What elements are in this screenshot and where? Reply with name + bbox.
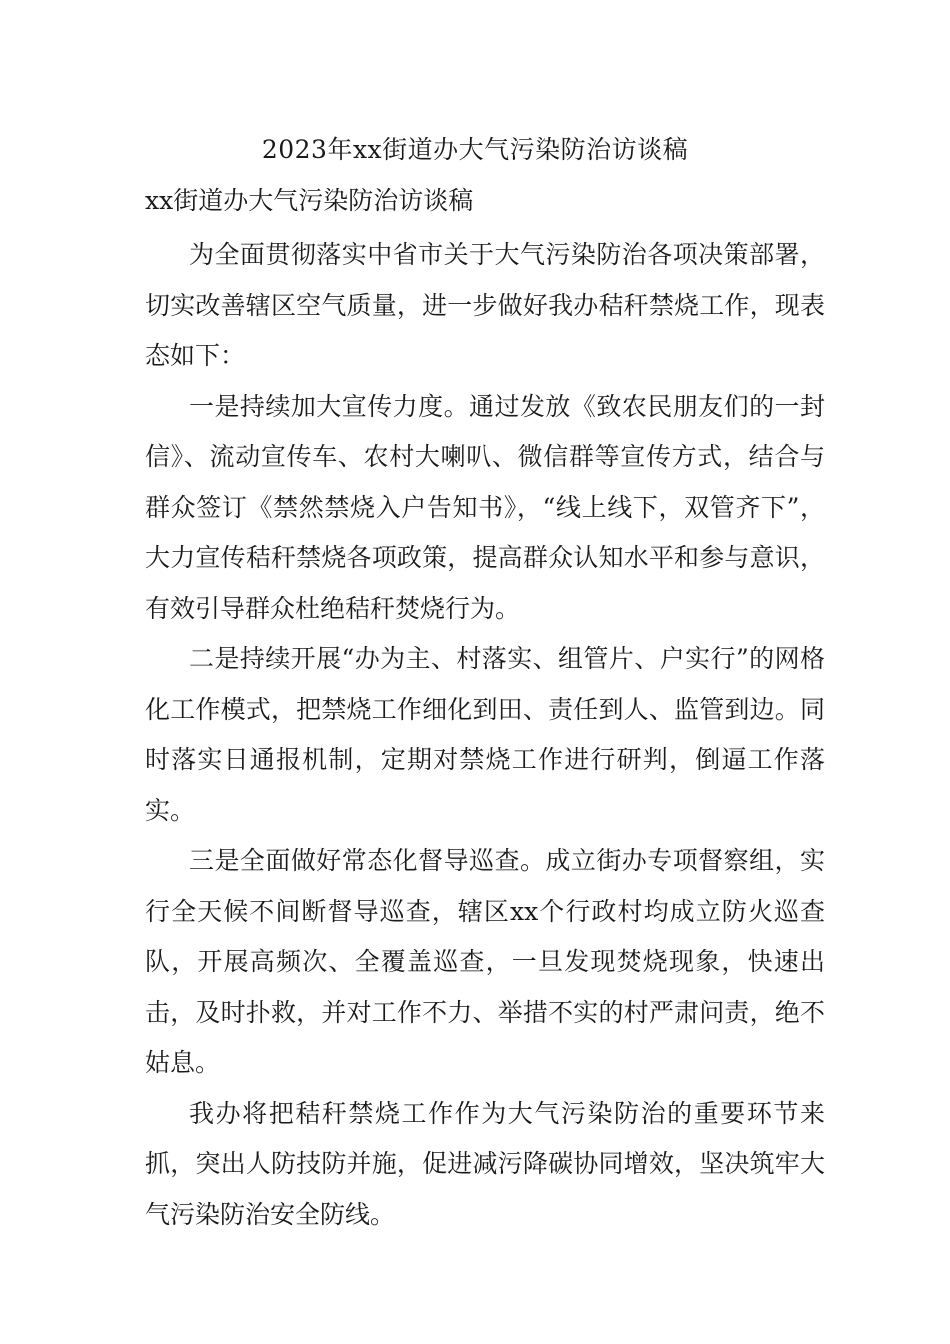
paragraph-point-one: 一是持续加大宣传力度。通过发放《致农民朋友们的一封信》、流动宣传车、农村大喇叭、微信群等宣传方式，结合与群众签订《禁然禁烧入户告知书》，“线上线下，双管齐下”，大力宣传秸秆禁烧各项政策，提高群众认知水平和参与意识，有效引导群众杜绝秸秆焚烧行为。 [145,391,825,623]
paragraph-conclusion: 我办将把秸秆禁烧工作作为大气污染防治的重要环节来抓，突出人防技防并施，促进减污降碳协同增效，坚决筑牢大气污染防治安全防线。 [145,1098,825,1229]
document-subtitle: xx街道办大气污染防治访谈稿 [145,186,474,215]
paragraph-intro: 为全面贯彻落实中省市关于大气污染防治各项决策部署，切实改善辖区空气质量，进一步做好我办秸秆禁烧工作，现表态如下： [145,240,825,370]
paragraph-point-two: 二是持续开展“办为主、村落实、组管片、户实行”的网格化工作模式，把禁烧工作细化到田、责任到人、监管到边。同时落实日通报机制，定期对禁烧工作进行研判，倒逼工作落实。 [145,644,825,825]
document-title: 2023年xx街道办大气污染防治访谈稿 [261,135,689,164]
document-body [145,230,825,1240]
paragraph-point-three: 三是全面做好常态化督导巡查。成立街办专项督察组，实行全天候不间断督导巡查，辖区xx个行政村均成立防火巡查队，开展高频次、全覆盖巡查，一旦发现焚烧现象，快速出击，及时扑救，并对工作不力、举措不实的村严肃问责，绝不姑息。 [145,846,825,1077]
